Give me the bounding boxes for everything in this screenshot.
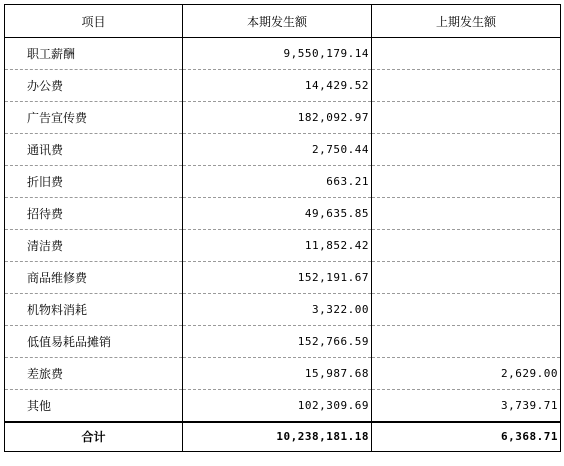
row-item: 清洁费 bbox=[5, 230, 183, 262]
total-current-amount: 10,238,181.18 bbox=[183, 422, 372, 452]
row-current-amount: 663.21 bbox=[183, 166, 372, 198]
row-item: 差旅费 bbox=[5, 358, 183, 390]
row-previous-amount bbox=[372, 134, 561, 166]
row-current-amount: 11,852.42 bbox=[183, 230, 372, 262]
row-item: 招待费 bbox=[5, 198, 183, 230]
row-previous-amount: 3,739.71 bbox=[372, 390, 561, 422]
row-item: 其他 bbox=[5, 390, 183, 422]
total-label: 合计 bbox=[5, 422, 183, 452]
table-row bbox=[5, 102, 561, 134]
row-previous-amount bbox=[372, 262, 561, 294]
header-row bbox=[5, 5, 561, 38]
expense-table bbox=[4, 4, 561, 452]
row-item: 办公费 bbox=[5, 70, 183, 102]
row-previous-amount: 2,629.00 bbox=[372, 358, 561, 390]
table-row bbox=[5, 326, 561, 358]
table-row bbox=[5, 134, 561, 166]
row-previous-amount bbox=[372, 230, 561, 262]
row-current-amount: 152,766.59 bbox=[183, 326, 372, 358]
row-current-amount: 152,191.67 bbox=[183, 262, 372, 294]
row-current-amount: 9,550,179.14 bbox=[183, 38, 372, 70]
table-row bbox=[5, 262, 561, 294]
total-row bbox=[5, 422, 561, 452]
table-row bbox=[5, 38, 561, 70]
row-previous-amount bbox=[372, 70, 561, 102]
row-current-amount: 49,635.85 bbox=[183, 198, 372, 230]
row-previous-amount bbox=[372, 198, 561, 230]
table-row bbox=[5, 390, 561, 422]
row-item: 低值易耗品摊销 bbox=[5, 326, 183, 358]
row-current-amount: 2,750.44 bbox=[183, 134, 372, 166]
table-row bbox=[5, 166, 561, 198]
row-previous-amount bbox=[372, 294, 561, 326]
row-current-amount: 182,092.97 bbox=[183, 102, 372, 134]
table-row bbox=[5, 230, 561, 262]
table-row bbox=[5, 294, 561, 326]
row-previous-amount bbox=[372, 38, 561, 70]
row-current-amount: 102,309.69 bbox=[183, 390, 372, 422]
row-previous-amount bbox=[372, 326, 561, 358]
header-previous-amount: 上期发生额 bbox=[372, 5, 561, 38]
row-item: 通讯费 bbox=[5, 134, 183, 166]
row-current-amount: 14,429.52 bbox=[183, 70, 372, 102]
header-current-amount: 本期发生额 bbox=[183, 5, 372, 38]
header-item: 项目 bbox=[5, 5, 183, 38]
table-row bbox=[5, 198, 561, 230]
table-row bbox=[5, 70, 561, 102]
row-current-amount: 3,322.00 bbox=[183, 294, 372, 326]
table-row bbox=[5, 358, 561, 390]
row-item: 职工薪酬 bbox=[5, 38, 183, 70]
row-item: 折旧费 bbox=[5, 166, 183, 198]
total-previous-amount: 6,368.71 bbox=[372, 422, 561, 452]
row-previous-amount bbox=[372, 102, 561, 134]
row-current-amount: 15,987.68 bbox=[183, 358, 372, 390]
row-item: 广告宣传费 bbox=[5, 102, 183, 134]
row-previous-amount bbox=[372, 166, 561, 198]
row-item: 商品维修费 bbox=[5, 262, 183, 294]
row-item: 机物料消耗 bbox=[5, 294, 183, 326]
